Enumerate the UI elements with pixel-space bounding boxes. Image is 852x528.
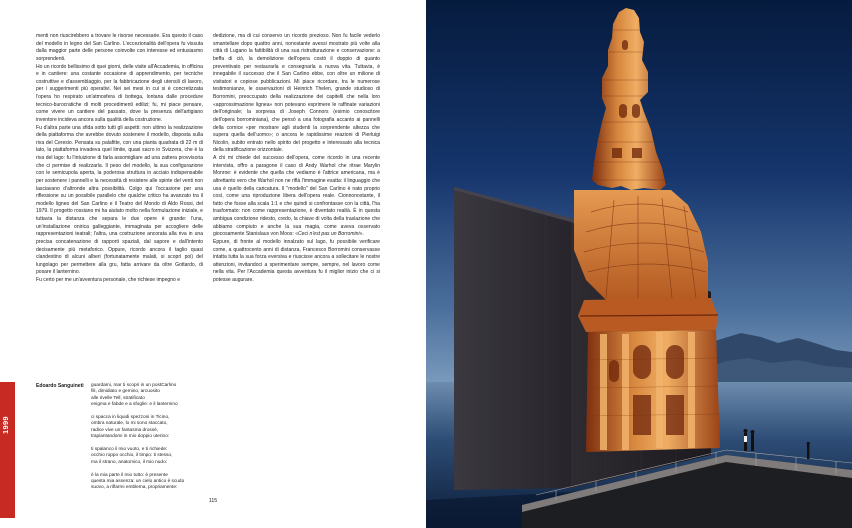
- paragraph: dedizione, ma di cui conservo un ricordo prezioso. Non fu facile vederlo smantellare dopo quattro anni, nonostante avessi mostrato più volte alla città di Lugano la fattibilità di una sua ristrutturazione e conservazione: a beffa di ciò, la demolizione dell'opera costò il doppio di quanto preventivato per restaurarla e consegnarla a nuova vita. Tuttavia, è innegabile il successo che il San Carlino ebbe, con oltre un milione di visitatori e copiose pubblicazioni. Mi piace ricordare, tra le numerose testimonianze, le osservazioni di Heinrich Thelen, grande studioso di Borromini, preoccupato della realizzazione dei capitelli che nella loro «approssimazione lignea» non potevano esprimere le raffinate variazioni dell'originale; la sorpresa di Joseph Connors (esimio conoscitore dell'opera borrominiana), che pensò a una fotografia accanto ai pannelli della cornice «per mostrare agli studenti la sorprendente altezza che supera quella dell'uomo»; o ancora le rapidissime reazioni di Pierluigi Nicolin, subito entrato nello spirito del progetto e interessato alla tecnica della stratificazione orizzontale.: [213, 33, 380, 154]
- poem-line: alle rivelle Tell, stratificato: [91, 395, 145, 401]
- photo-san-carlino-model: [426, 0, 852, 528]
- year-tab: [0, 382, 15, 518]
- poem-author: Edoardo Sanguineti: [36, 383, 84, 389]
- quote-italic: Ceci n'est pas un Borromini: [298, 231, 360, 238]
- year-label: 1999: [1, 416, 10, 434]
- poem-stanza: [91, 473, 191, 492]
- text-column-1: [36, 33, 203, 285]
- poem-line: enigma e fabde e a sfoglie: e il lanternino: [91, 402, 178, 408]
- visitor-shirt: [744, 436, 747, 442]
- poem-line: ma il strano, anatomico, il mio nudo:: [91, 459, 168, 465]
- poem-stanza: [91, 415, 191, 441]
- poem-line: occhio roppo occhio, il timpo: ti stesso,: [91, 453, 173, 459]
- text-column-2: [213, 33, 380, 285]
- poem-line: radice vive un fantasma drossé,: [91, 427, 159, 433]
- paragraph: Fu d'altra parte una sfida sotto tutti gli aspetti: non ultimo la realizzazione della piattaforma che avrebbe dovuto sostenere il modello, disposta sulla riva del Ceresio. Pensata su palafitte, con una pianta quadrata di 22 m di lato, la piattaforma invadeva quel limite, quasi sacro in Svizzera, che è la riva del lago: fu l'intuizione di farla assomigliare ad una zattera provvisoria che ci permise di realizzarla. Il peso del modello, la sua configurazione con le semicupola aperta, la poderosa struttura in acciaio indispensabile per sostenere i pannelli e la necessità di resistere alle spinte del venti non lasciavano d'altronde altra possibilità. Colgo qui l'occasione per una riflessione su un possibile parallelo che qualche critico ha avanzato tra il modello ligneo del San Carlino e il Teatro del Mondo di Aldo Rossi, del 1979. Il progetto rossiano mi ha aiutato molto nella formulazione iniziale, e tuttavia la distanza che separa le due opere è grande: l'una, un'installazione onirica galleggiante, immaginata per accogliere delle rappresentazioni teatrali; l'altra, una costruzione ancorata alla riva in una precisa concatenazione di rapporti spaziali, dal sapore e dall'intento decisamente più metaforico. Oppure, ricordo ancora il taglio quasi clandestino di alcuni alberi (fortunatamente malati, si scoprì poi) del lungolago per permettere alla gru, fatta arrivare da oltre Gottardo, di posare il lanternino.: [36, 124, 203, 276]
- poem: [91, 383, 191, 498]
- paragraph-text: A chi mi chiede del successo dell'opera, come ricordo in una recente intervista, offro a paragone il caso di Andy Warhol che ritrae Marylin Monroe: è evidente che quella che vediamo è l'attrice americana, ma è altrettanto vero che Warhol non ne riflà l'immagine esatta: il linguaggio che usa è quello della caricatura. Il "modello" del San Carlino è nato proprio così, come una riproduzione libera dell'opera reale. Cionnonostante, il fatto che fosse alla scala 1:1 e che quindi si confrontasse con la città, l'ha trasformato: non come rappresentazione, è diventato realtà. È in questa ambigua condizione ridesto, credo, la chiave di volta della traslazione che abbiamo compiuto e anche la sua magia, come aveva osservato giocosamente Stanislaus von Moos: «: [213, 155, 380, 238]
- page-number: 115: [208, 498, 218, 504]
- poem-stanza: [91, 447, 191, 466]
- paragraph: Ho un ricordo bellissimo di quei giorni, delle visite all'Accademia, in officina e in cantiere: una costante occasione di apprendimento, per tecniche costruttive e d'assemblaggio, per la fabbricazione degli utensili di lavoro, per i suggerimenti più operativi. Nei sei mesi in cui si è concretizzata l'opera ho respirato un'atmosfera di bottega, lontana dalle procedure tecnico-burocratiche di molti procedimenti edilizi; fu, mi piace pensare, come vivere un cantiere del passato, dove la presenza dell'artigiano inventore incideva ancora sulla qualità della costruzione.: [36, 63, 203, 123]
- poem-line: suovo, a riflarmi emblema, propriamente:: [91, 485, 178, 491]
- poem-line: ti spalanco il mio vuoto, e ti richiede:: [91, 447, 168, 453]
- quote-tail: ».: [359, 231, 364, 238]
- poem-line: guardami, mar ti scopri in un postCarlino: [91, 383, 177, 388]
- dome-section: [574, 190, 708, 300]
- poem-line: ci spacca in liquidi spezzoni in Ticino,: [91, 415, 170, 421]
- poem-line: è la mia parte il mio tutto: è presente: [91, 472, 168, 478]
- poem-line: trapiantandomi in mio doppio uterino:: [91, 434, 170, 440]
- right-page: [426, 0, 852, 528]
- poem-line: questa mia assenza: un cielo antico è scudo: [91, 479, 185, 485]
- paragraph: [213, 155, 380, 239]
- paragraph: Fu certo per me un'avventura personale, che richiese impegno e: [36, 277, 181, 283]
- poem-stanza: [91, 383, 191, 409]
- poem-line: ombra naturale, lo mi sono staccato,: [91, 421, 168, 427]
- box-left-face: [454, 190, 571, 490]
- paragraph: menti non riuscirebbero a trovare le risorse necessarie. Era questo il caso del modello in legno del San Carlino. L'eccezionalità dell'opera fu vissuta dalla maggior parte delle persone coinvolte con interesse ed entusiasmo sorprendenti.: [36, 33, 203, 62]
- paragraph: Eppure, di fronte al modello innalzato sul lago, fu possibile verificare come, a quattrocento anni di distanza, Francesco Borromini conservasse intatta tutta la sua forza eversiva e riuscisse ancora a sollecitare le nostre attenzioni, invitandoci a sperimentare sempre, sempre, nel lavoro come nella vita. Per l'Accademia questa avventura fu il miglior inizio che ci si potesse augurare.: [213, 238, 380, 283]
- poem-line: fili, dimidiato e gemino, arcuosito: [91, 389, 160, 395]
